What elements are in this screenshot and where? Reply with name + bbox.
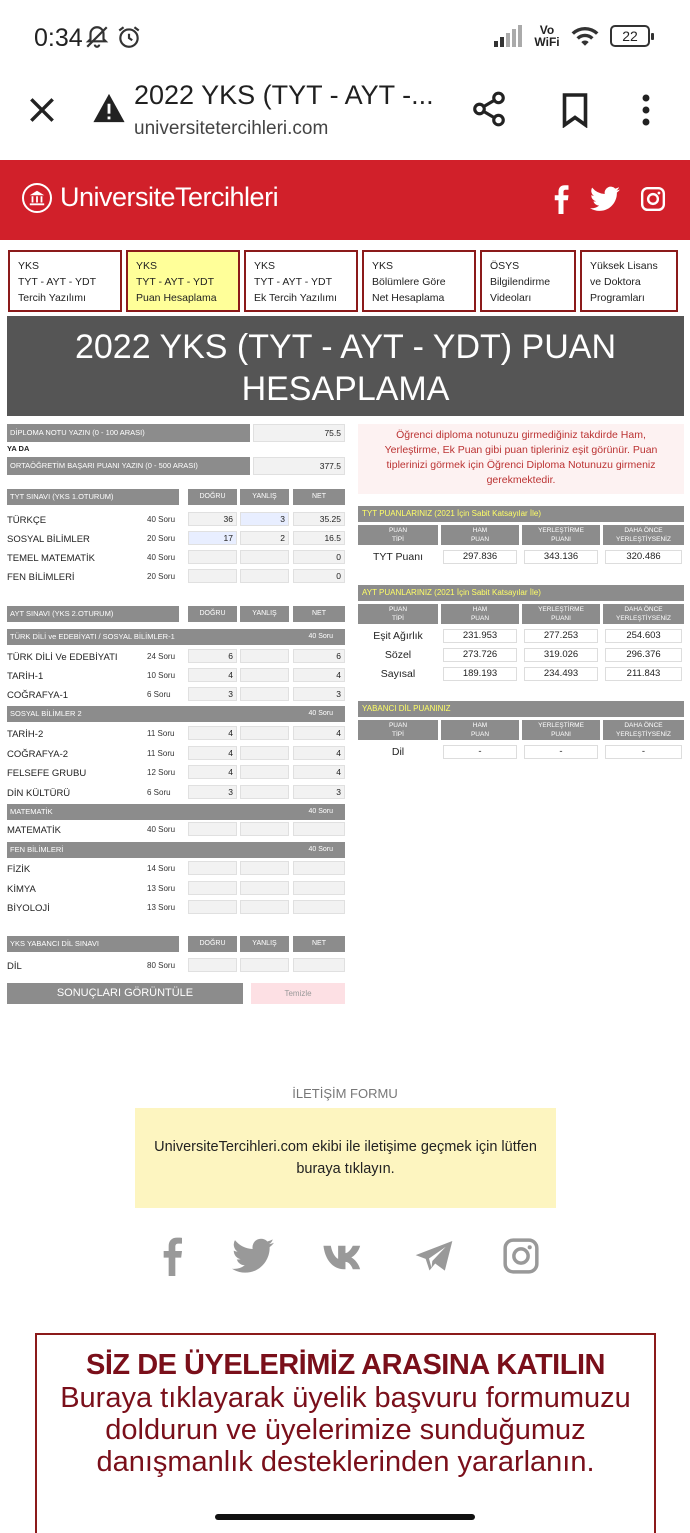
wrong-input[interactable]	[240, 726, 289, 740]
ydt-results-header: YABANCI DİL PUANINIZ	[358, 701, 684, 717]
ayt-sec4-header	[7, 842, 345, 858]
share-icon[interactable]	[470, 90, 508, 128]
col-net: NET	[293, 489, 345, 505]
section-title: MATEMATİK	[10, 807, 53, 816]
col-header-line: TİPİ	[392, 731, 404, 738]
section-title: TÜRK DİLİ ve EDEBİYATI / SOSYAL BİLİMLER-1	[10, 632, 175, 641]
col-dogru: DOĞRU	[188, 489, 237, 505]
section-count: 40 Soru	[308, 846, 333, 853]
correct-input[interactable]: 36	[188, 512, 237, 526]
subject-name: BİYOLOJİ	[7, 903, 50, 914]
question-count: 80 Soru	[147, 961, 176, 970]
contact-line: UniversiteTercihleri.com ekibi ile iletişime geçmek için lütfen	[154, 1139, 537, 1155]
wrong-input[interactable]: 3	[240, 512, 289, 526]
site-header	[0, 160, 690, 240]
subject-name: KİMYA	[7, 883, 36, 895]
correct-input[interactable]: 4	[188, 746, 237, 760]
subject-name: FİZİK	[7, 864, 31, 875]
subject-row	[7, 900, 345, 916]
net-output	[293, 881, 345, 895]
correct-input[interactable]	[188, 881, 237, 895]
wrong-input[interactable]	[240, 746, 289, 760]
ayt-section-header: AYT SINAVI (YKS 2.OTURUM)	[7, 606, 179, 622]
score-type-label: TYT Puanı	[373, 551, 423, 563]
result-col-header	[441, 604, 519, 624]
net-output: 0	[293, 569, 345, 583]
nav-tab-line: ve Doktora	[590, 276, 641, 288]
score-daha: 254.603	[605, 629, 682, 643]
result-col-header	[358, 604, 438, 624]
net-output	[293, 900, 345, 914]
correct-input[interactable]: 3	[188, 687, 237, 701]
score-type-label: Sözel	[384, 649, 412, 661]
score-ham: -	[443, 745, 517, 759]
question-count: 6 Soru	[147, 690, 171, 699]
wrong-input[interactable]: 2	[240, 531, 289, 545]
subject-row	[7, 687, 345, 703]
nav-tab-line: Bölümlere Göre	[372, 276, 446, 288]
col-header-line: HAM	[472, 606, 488, 613]
subject-name: FEN BİLİMLERİ	[7, 572, 75, 583]
col-header-line: HAM	[472, 722, 488, 729]
result-col-header	[441, 720, 519, 740]
question-count: 11 Soru	[147, 748, 175, 758]
net-output: 0	[293, 550, 345, 564]
page-banner	[7, 316, 684, 416]
nav-tab-line: YKS	[136, 260, 158, 272]
col-header-line: PUAN	[388, 527, 408, 534]
question-count: 40 Soru	[147, 553, 176, 562]
nav-tab-videolar[interactable]	[480, 250, 576, 312]
nav-tab-puan-hesaplama[interactable]	[126, 250, 240, 312]
result-col-header	[603, 604, 684, 624]
score-yer: 319.026	[524, 648, 598, 662]
status-time: 0:34	[34, 24, 83, 52]
instagram-icon[interactable]	[640, 186, 666, 212]
col-header-line: HAM	[472, 527, 488, 534]
subject-name: TÜRKÇE	[7, 515, 47, 526]
col-header-line: PUAN	[388, 722, 408, 729]
wrong-input[interactable]	[240, 861, 289, 875]
more-icon[interactable]	[640, 94, 652, 126]
score-yer: 343.136	[524, 550, 598, 564]
col-header-line: TİPİ	[392, 536, 404, 543]
site-logo[interactable]	[22, 182, 278, 213]
status-bar	[0, 0, 690, 76]
contact-title: İLETİŞİM FORMU	[292, 1086, 398, 1101]
result-col-header	[522, 525, 600, 545]
score-ham: 231.953	[443, 629, 517, 643]
membership-text: Buraya tıklayarak üyelik başvuru formumuzu doldurun ve üyelerimize sunduğumuz danışmanlık desteklerinden yararlanın.	[60, 1382, 631, 1478]
nav-tab-line: Videoları	[490, 292, 532, 304]
correct-input[interactable]: 4	[188, 765, 237, 779]
score-daha: 211.843	[605, 667, 682, 681]
correct-input[interactable]: 6	[188, 649, 237, 663]
page-url[interactable]: universitetercihleri.com	[134, 118, 329, 139]
wrong-input[interactable]	[240, 649, 289, 663]
correct-input[interactable]: 17	[188, 531, 237, 545]
net-output: 3	[293, 687, 345, 701]
banner-line: HESAPLAMA	[241, 370, 450, 408]
result-col-header	[358, 525, 438, 545]
subject-name: TÜRK DİLİ Ve EDEBİYATI	[7, 652, 118, 663]
net-output: 4	[293, 746, 345, 760]
question-count: 20 Soru	[147, 534, 176, 543]
question-count: 40 Soru	[147, 825, 176, 834]
question-count: 14 Soru	[147, 864, 176, 873]
col-dogru: DOĞRU	[188, 936, 237, 952]
subject-row	[7, 512, 345, 528]
nav-tab-line: Net Hesaplama	[372, 292, 445, 304]
subject-name: DİN KÜLTÜRÜ	[7, 787, 71, 799]
col-header-line: PUAN	[470, 536, 490, 543]
clear-button[interactable]: Temizle	[251, 983, 345, 1004]
col-header-line: YERLEŞTİRME	[538, 527, 584, 534]
ayt-sec3-header	[7, 804, 345, 820]
col-net: NET	[293, 606, 345, 622]
warning-icon[interactable]	[92, 92, 126, 124]
wrong-input[interactable]	[240, 822, 289, 836]
nav-tab-line: YKS	[254, 260, 276, 272]
subject-row	[7, 746, 345, 762]
col-header-line: YERLEŞTİRME	[538, 606, 584, 613]
net-output: 35.25	[293, 512, 345, 526]
wrong-input[interactable]	[240, 569, 289, 583]
subject-row	[7, 726, 345, 742]
col-header-line: PUANI	[551, 536, 571, 543]
ydt-section-header: YKS YABANCI DİL SINAVI	[7, 936, 179, 952]
score-ham: 273.726	[443, 648, 517, 662]
score-daha: 320.486	[605, 550, 682, 564]
show-results-button[interactable]: SONUÇLARI GÖRÜNTÜLE	[7, 983, 243, 1004]
nav-tab-line: ÖSYS	[490, 260, 520, 272]
score-daha: -	[605, 745, 682, 759]
net-output: 16.5	[293, 531, 345, 545]
subject-row	[7, 881, 345, 897]
score-yer: 234.493	[524, 667, 598, 681]
col-header-line: TİPİ	[392, 615, 404, 622]
wrong-input[interactable]	[240, 881, 289, 895]
instagram-icon[interactable]	[502, 1237, 540, 1275]
nav-tabs	[8, 250, 682, 312]
net-output: 4	[293, 765, 345, 779]
ayt-sec2-header	[7, 706, 345, 722]
diploma-notice: Öğrenci diploma notunuzu girmediğiniz takdirde Ham, Yerleştirme, Ek Puan gibi puan tipleriniz eşit görünür. Puan tiplerinizi görmek için Öğrenci Diploma Notunuzu girmeniz gerekmektedir.	[358, 424, 684, 494]
ayt-sec1-header	[7, 629, 345, 645]
score-ham: 189.193	[443, 667, 517, 681]
col-yanlis: YANLIŞ	[240, 936, 289, 952]
bell-off-icon	[84, 24, 110, 50]
bookmark-icon[interactable]	[560, 92, 590, 128]
page-title: 2022 YKS (TYT - AYT -...	[134, 80, 434, 110]
banner-line: 2022 YKS (TYT - AYT - YDT) PUAN	[74, 328, 617, 366]
question-count: 13 Soru	[147, 883, 176, 893]
wrong-input[interactable]	[240, 958, 289, 972]
score-yer: -	[524, 745, 598, 759]
tyt-section-header: TYT SINAVI (YKS 1.OTURUM)	[7, 489, 179, 505]
diploma-input[interactable]: 75.5	[253, 424, 345, 442]
nav-tab-line: YKS	[18, 260, 40, 272]
wrong-input[interactable]	[240, 550, 289, 564]
contact-box[interactable]	[135, 1108, 556, 1208]
col-dogru: DOĞRU	[188, 606, 237, 622]
facebook-icon[interactable]	[552, 184, 570, 214]
net-output	[293, 861, 345, 875]
section-count: 40 Soru	[308, 808, 333, 815]
correct-input[interactable]: 3	[188, 785, 237, 799]
wrong-input[interactable]	[240, 668, 289, 682]
correct-input[interactable]	[188, 900, 237, 914]
wrong-input[interactable]	[240, 765, 289, 779]
subject-row	[7, 765, 345, 781]
col-header-line: YERLEŞTİYSENİZ	[616, 731, 671, 738]
membership-title: SİZ DE ÜYELERİMİZ ARASINA KATILIN	[86, 1349, 605, 1381]
result-col-header	[522, 604, 600, 624]
score-ham: 297.836	[443, 550, 517, 564]
section-count: 40 Soru	[308, 633, 333, 640]
col-header-line: PUAN	[470, 731, 490, 738]
home-indicator[interactable]	[215, 1514, 475, 1520]
vk-icon[interactable]	[322, 1242, 366, 1270]
subject-name: COĞRAFYA-2	[7, 748, 69, 760]
net-output	[293, 958, 345, 972]
obp-input[interactable]: 377.5	[253, 457, 345, 475]
telegram-icon[interactable]	[414, 1238, 454, 1274]
correct-input[interactable]: 4	[188, 726, 237, 740]
correct-input[interactable]	[188, 569, 237, 583]
question-count: 13 Soru	[147, 903, 176, 912]
col-yanlis: YANLIŞ	[240, 489, 289, 505]
score-yer: 277.253	[524, 629, 598, 643]
browser-toolbar	[0, 76, 690, 156]
subject-name: TEMEL MATEMATİK	[7, 553, 95, 564]
col-yanlis: YANLIŞ	[240, 606, 289, 622]
section-title: SOSYAL BİLİMLER 2	[10, 709, 82, 718]
nav-tab-line: Programları	[590, 292, 645, 304]
signal-icon	[494, 25, 524, 47]
nav-tab-tercih-yazilimi[interactable]	[8, 250, 122, 312]
wrong-input[interactable]	[240, 785, 289, 799]
result-col-header	[603, 525, 684, 545]
question-count: 40 Soru	[147, 515, 176, 524]
subject-row	[7, 668, 345, 684]
col-header-line: PUAN	[388, 606, 408, 613]
nav-tab-line: TYT - AYT - YDT	[18, 276, 96, 288]
membership-box[interactable]	[35, 1333, 656, 1533]
col-header-line: DAHA ÖNCE	[624, 527, 663, 534]
wrong-input[interactable]	[240, 687, 289, 701]
subject-row	[7, 550, 345, 566]
logo-text: UniversiteTercihleri	[60, 182, 279, 212]
question-count: 11 Soru	[147, 729, 175, 738]
nav-tab-line: YKS	[372, 260, 394, 272]
result-col-header	[441, 525, 519, 545]
result-col-header	[522, 720, 600, 740]
net-output	[293, 822, 345, 836]
subject-name: TARİH-1	[7, 671, 44, 682]
net-output: 6	[293, 649, 345, 663]
score-type-label: Sayısal	[380, 668, 416, 680]
nav-tab-ek-tercih[interactable]	[244, 250, 358, 312]
subject-row	[7, 958, 345, 974]
nav-tab-line: Yüksek Lisans	[590, 260, 658, 272]
subject-name: DİL	[7, 961, 22, 972]
col-header-line: DAHA ÖNCE	[624, 722, 663, 729]
subject-row	[7, 861, 345, 877]
col-header-line: PUANI	[551, 731, 571, 738]
subject-name: TARİH-2	[7, 729, 44, 740]
subject-name: FELSEFE GRUBU	[7, 768, 87, 779]
nav-tab-line: TYT - AYT - YDT	[136, 276, 214, 288]
logo-mark-icon	[22, 183, 52, 213]
correct-input[interactable]	[188, 550, 237, 564]
nav-tab-net-hesaplama[interactable]	[362, 250, 476, 312]
tyt-results-header: TYT PUANLARINIZ (2021 İçin Sabit Katsayılar İle)	[358, 506, 684, 522]
facebook-icon[interactable]	[160, 1236, 184, 1276]
subject-row	[7, 531, 345, 547]
battery-indicator: 22	[610, 25, 650, 47]
vowifi-label: Vo WiFi	[534, 23, 560, 49]
nav-tab-line: Ek Tercih Yazılımı	[254, 292, 337, 304]
alarm-icon	[116, 24, 142, 50]
subject-name: COĞRAFYA-1	[7, 690, 69, 701]
net-output: 4	[293, 726, 345, 740]
question-count: 20 Soru	[147, 572, 176, 581]
nav-tab-line: Tercih Yazılımı	[18, 292, 86, 304]
twitter-icon[interactable]	[232, 1238, 274, 1274]
contact-line: buraya tıklayın.	[296, 1161, 395, 1177]
result-col-header	[358, 720, 438, 740]
score-type-label: Eşit Ağırlık	[373, 630, 423, 642]
subject-row	[7, 822, 345, 838]
net-output: 3	[293, 785, 345, 799]
correct-input[interactable]	[188, 958, 237, 972]
nav-tab-line: Bilgilendirme	[490, 276, 551, 288]
result-col-header	[603, 720, 684, 740]
question-count: 12 Soru	[147, 768, 176, 777]
nav-tab-line: TYT - AYT - YDT	[254, 276, 332, 288]
score-daha: 296.376	[605, 648, 682, 662]
col-header-line: YERLEŞTİRME	[538, 722, 584, 729]
col-header-line: PUANI	[551, 615, 571, 622]
subject-row	[7, 569, 345, 585]
question-count: 6 Soru	[147, 787, 171, 797]
net-output: 4	[293, 668, 345, 682]
close-icon[interactable]	[26, 94, 58, 126]
correct-input[interactable]	[188, 861, 237, 875]
correct-input[interactable]: 4	[188, 668, 237, 682]
col-header-line: YERLEŞTİYSENİZ	[616, 536, 671, 543]
correct-input[interactable]	[188, 822, 237, 836]
col-header-line: YERLEŞTİYSENİZ	[616, 615, 671, 622]
diploma-label: DİPLOMA NOTU YAZIN (0 - 100 ARASI)	[7, 424, 250, 442]
social-links	[160, 1236, 540, 1276]
or-label: YA DA	[7, 444, 30, 453]
section-count: 40 Soru	[308, 710, 333, 717]
subject-name: MATEMATİK	[7, 825, 62, 836]
ayt-results-header: AYT PUANLARINIZ (2021 İçin Sabit Katsayılar İle)	[358, 585, 684, 601]
question-count: 10 Soru	[147, 671, 176, 680]
subject-name: SOSYAL BİLİMLER	[7, 534, 90, 545]
col-header-line: DAHA ÖNCE	[624, 606, 663, 613]
col-net: NET	[293, 936, 345, 952]
subject-row	[7, 785, 345, 801]
question-count: 24 Soru	[147, 652, 176, 661]
section-title: FEN BİLİMLERİ	[10, 845, 64, 854]
obp-label: ORTAÖĞRETİM BAŞARI PUANI YAZIN (0 - 500 ARASI)	[7, 457, 250, 475]
subject-row	[7, 649, 345, 665]
twitter-icon[interactable]	[590, 186, 620, 212]
score-type-label: Dil	[391, 746, 405, 758]
wifi-icon	[570, 25, 600, 47]
nav-tab-yuksek-lisans[interactable]	[580, 250, 678, 312]
nav-tab-line: Puan Hesaplama	[136, 292, 217, 304]
wrong-input[interactable]	[240, 900, 289, 914]
col-header-line: PUAN	[470, 615, 490, 622]
